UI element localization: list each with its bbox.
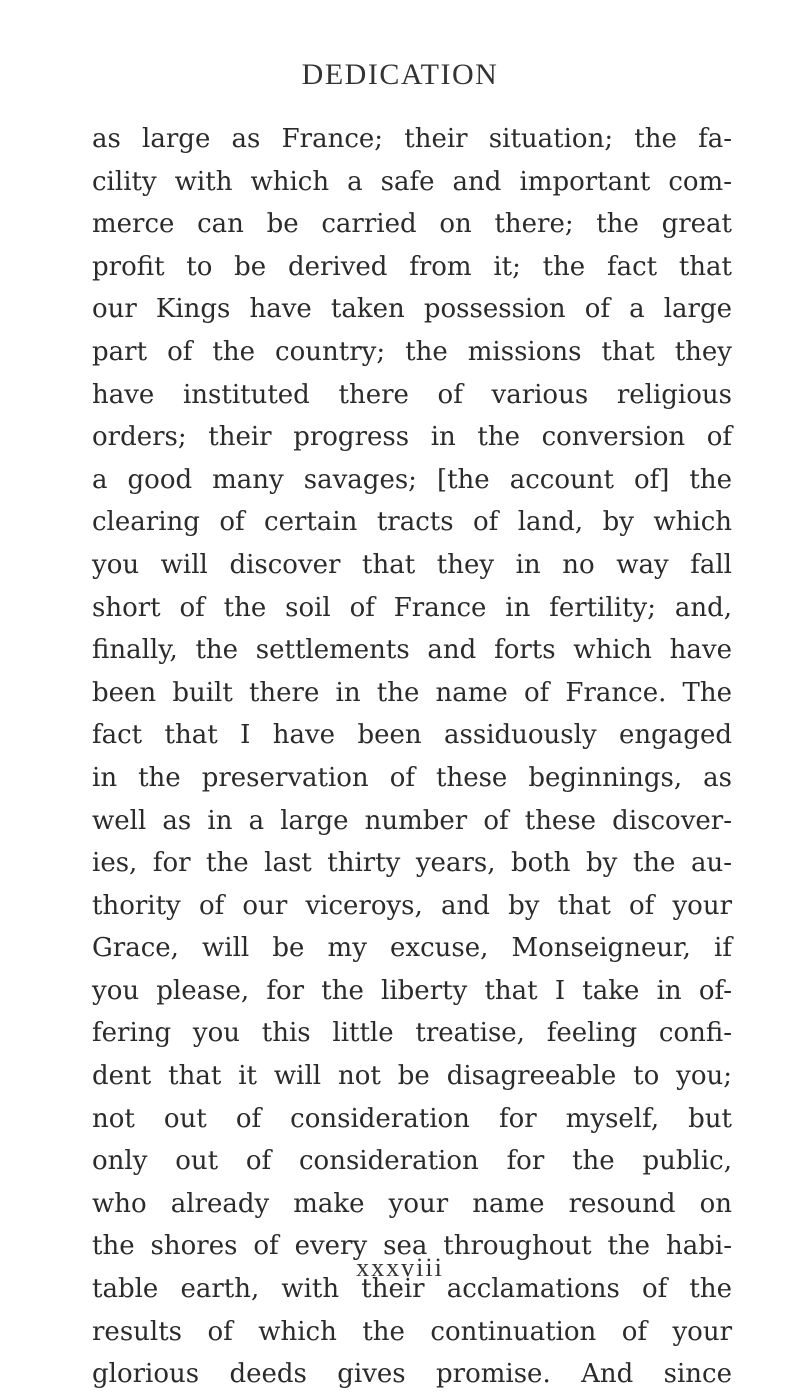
text-line: well as in a large number of these discover- [92, 805, 732, 836]
text-line: not out of consideration for myself, but [92, 1103, 732, 1134]
text-line: been built there in the name of France. The [92, 677, 732, 708]
text-line: in the preservation of these beginnings, as [92, 762, 732, 793]
text-line: you please, for the liberty that I take in of- [92, 975, 732, 1006]
text-line: you will discover that they in no way fall [92, 549, 732, 580]
text-line: clearing of certain tracts of land, by which [92, 507, 732, 538]
text-line: as large as France; their situation; the fa- [92, 124, 732, 154]
text-line: glorious deeds gives promise. And since [92, 1359, 732, 1390]
text-line: orders; their progress in the conversion of [92, 422, 732, 453]
text-line: cility with which a safe and important com- [92, 166, 732, 197]
text-line: who already make your name resound on [92, 1188, 732, 1219]
text-line: part of the country; the missions that they [92, 336, 732, 367]
text-line: our Kings have taken possession of a large [92, 294, 732, 325]
text-line: only out of consideration for the public, [92, 1146, 732, 1177]
running-head: DEDICATION [301, 58, 499, 91]
text-line: table earth, with their acclamations of the [92, 1274, 732, 1305]
text-line: fering you this little treatise, feeling confi- [92, 1018, 732, 1049]
text-line: ies, for the last thirty years, both by the au- [92, 848, 732, 879]
text-line: results of which the continuation of your [92, 1316, 732, 1347]
text-line: Grace, will be my excuse, Monseigneur, if [92, 933, 732, 964]
text-line: have instituted there of various religious [92, 379, 732, 410]
text-line: a good many savages; [the account of] the [92, 464, 732, 495]
text-line: dent that it will not be disagreeable to you; [92, 1061, 732, 1092]
text-line: profit to be derived from it; the fact that [92, 251, 732, 282]
body-text [92, 118, 732, 1396]
text-line: thority of our viceroys, and by that of your [92, 890, 732, 921]
text-line: merce can be carried on there; the great [92, 209, 732, 240]
text-line: the shores of every sea throughout the habi- [92, 1231, 732, 1262]
text-line: fact that I have been assiduously engaged [92, 720, 732, 751]
text-line: short of the soil of France in fertility; and, [92, 592, 732, 623]
text-line: finally, the settlements and forts which have [92, 635, 732, 666]
page-number: xxxviii [356, 1253, 444, 1282]
